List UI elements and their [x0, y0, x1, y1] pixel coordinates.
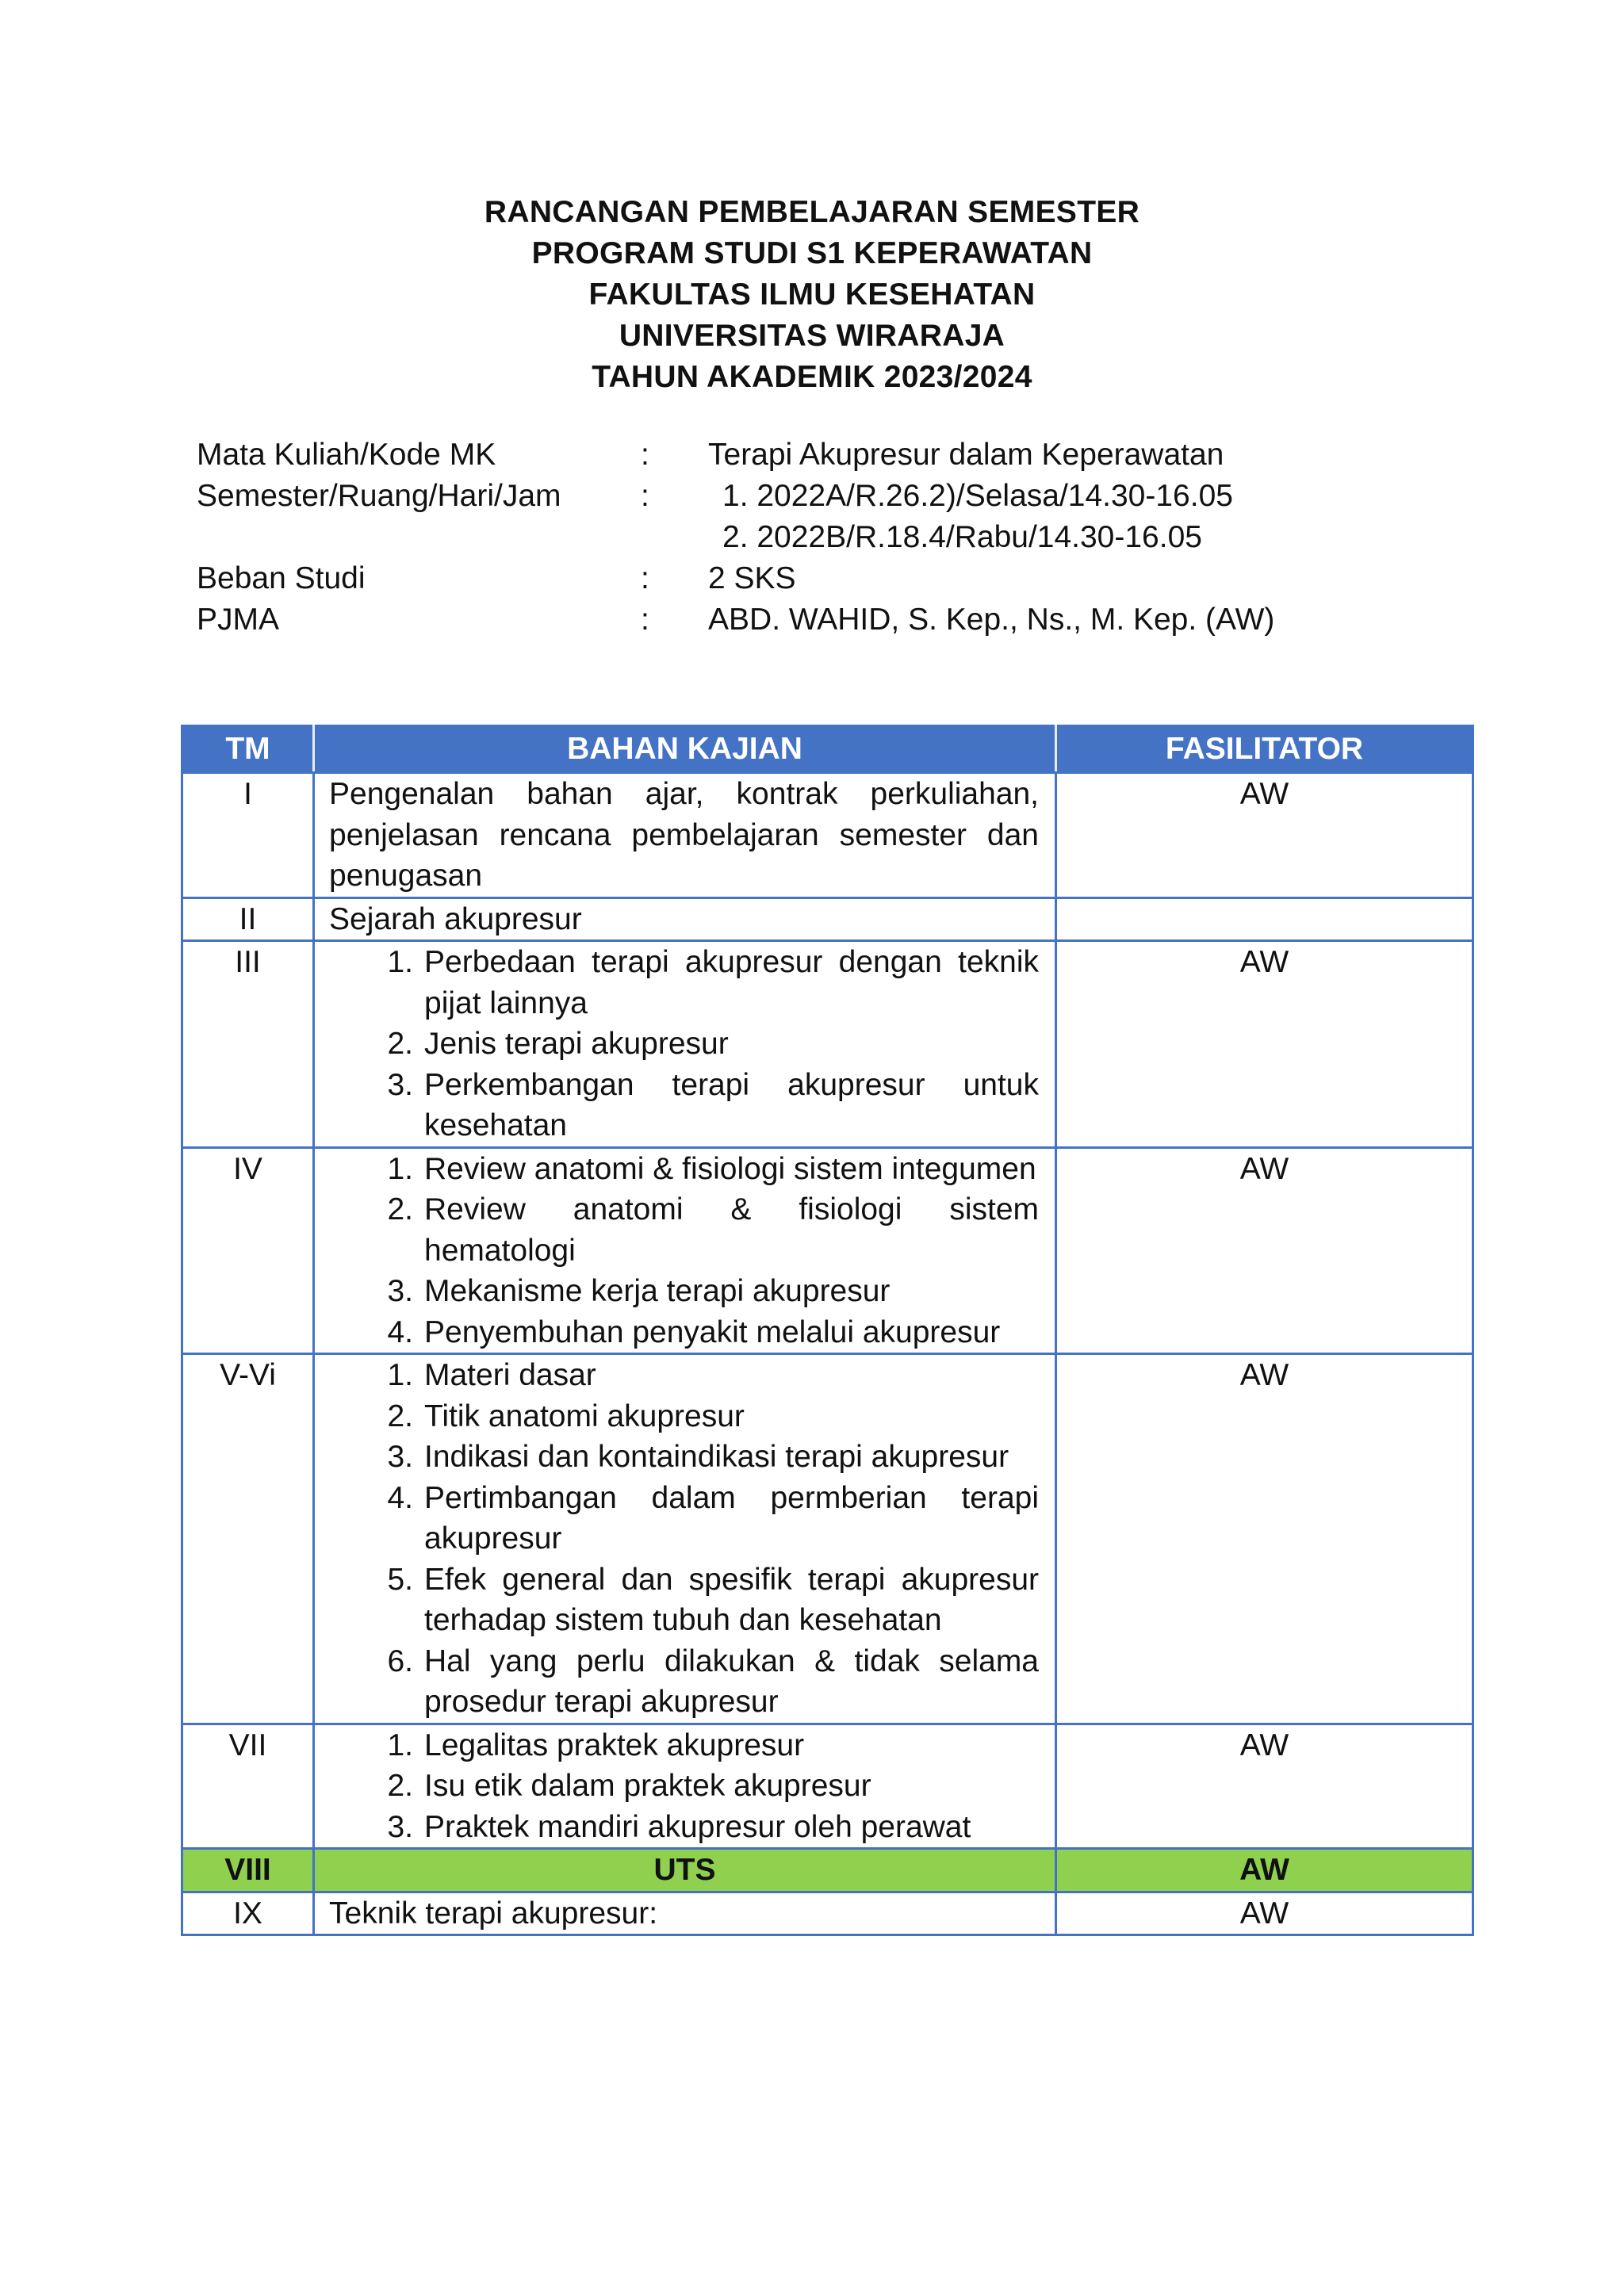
- table-row: [182, 1354, 1473, 1724]
- title-line: TAHUN AKADEMIK 2023/2024: [592, 360, 1032, 394]
- list-item-number: 1.: [387, 945, 413, 979]
- semester-label: Semester/Ruang/Hari/Jam: [197, 479, 561, 513]
- fasilitator-cell: AW: [1056, 1892, 1473, 1935]
- table-row: [182, 773, 1473, 898]
- fasilitator-cell: AW: [1056, 941, 1473, 1148]
- list-item: [329, 1437, 1039, 1478]
- semester-value: 1. 2022A/R.26.2)/Selasa/14.30-16.05: [722, 479, 1233, 513]
- list-item: [329, 1312, 1039, 1353]
- table-row: [182, 941, 1473, 1148]
- list-item: [329, 1189, 1039, 1271]
- bahan-kajian-cell: [314, 941, 1056, 1148]
- bahan-kajian-cell: [314, 897, 1056, 941]
- topic-list: [329, 1149, 1039, 1353]
- tm-cell: III: [182, 941, 314, 1148]
- beban-row: [197, 558, 1434, 599]
- uts-label-cell: UTS: [314, 1849, 1056, 1892]
- list-item-number: 4.: [387, 1480, 413, 1515]
- course-row: [197, 434, 1434, 476]
- list-item-number: 4.: [387, 1314, 413, 1349]
- table-row: [182, 1724, 1473, 1849]
- list-item-text: Jenis terapi akupresur: [424, 1027, 729, 1061]
- list-item: [329, 1396, 1039, 1437]
- schedule-table-wrap: [181, 725, 1472, 1936]
- pjma-value: ABD. WAHID, S. Kep., Ns., M. Kep. (AW): [708, 603, 1275, 637]
- list-item-text: Perkembangan terapi akupresur untuk kesehatan: [424, 1067, 1039, 1142]
- tm-cell: IX: [182, 1892, 314, 1935]
- header-bahan-kajian: BAHAN KAJIAN: [314, 726, 1056, 773]
- list-item-text: Materi dasar: [424, 1358, 596, 1392]
- colon: :: [641, 479, 649, 513]
- list-item-number: 2.: [387, 1399, 413, 1433]
- table-row: [182, 1892, 1473, 1935]
- header-tm: TM: [182, 726, 314, 773]
- table-header-row: [182, 726, 1473, 773]
- list-item-number: 3.: [387, 1440, 413, 1474]
- list-item-text: Indikasi dan kontaindikasi terapi akupresur: [424, 1440, 1009, 1474]
- topic-list: [329, 1355, 1039, 1723]
- list-item-text: Perbedaan terapi akupresur dengan teknik pijat lainnya: [424, 945, 1039, 1020]
- title-line: PROGRAM STUDI S1 KEPERAWATAN: [531, 236, 1093, 270]
- pjma-row: [197, 599, 1434, 641]
- course-label: Mata Kuliah/Kode MK: [197, 438, 496, 472]
- list-item-number: 3.: [387, 1274, 413, 1308]
- list-item-text: Mekanisme kerja terapi akupresur: [424, 1274, 891, 1308]
- tm-cell: IV: [182, 1147, 314, 1354]
- table-row: [182, 1147, 1473, 1354]
- list-item-text: Titik anatomi akupresur: [424, 1399, 745, 1433]
- tm-cell: VII: [182, 1724, 314, 1849]
- list-item-number: 2.: [387, 1769, 413, 1803]
- list-item: [329, 1271, 1039, 1312]
- list-item: [329, 1355, 1039, 1396]
- list-item: [329, 1478, 1039, 1559]
- course-info: [197, 434, 1434, 641]
- semester-row: [197, 476, 1434, 558]
- list-item-number: 5.: [387, 1562, 413, 1597]
- list-item-number: 2.: [387, 1192, 413, 1226]
- colon: :: [641, 438, 649, 472]
- list-item: [329, 1559, 1039, 1641]
- list-item-text: Review anatomi & fisiologi sistem hematologi: [424, 1192, 1039, 1268]
- list-item: [329, 942, 1039, 1024]
- list-item: [329, 1149, 1039, 1190]
- fasilitator-cell: AW: [1056, 1724, 1473, 1849]
- fasilitator-cell: AW: [1056, 1354, 1473, 1724]
- colon: :: [641, 603, 649, 637]
- list-item: [329, 1641, 1039, 1723]
- bahan-kajian-cell: [314, 1147, 1056, 1354]
- bahan-kajian-cell: [314, 1354, 1056, 1724]
- table-row: [182, 897, 1473, 941]
- list-item-number: 6.: [387, 1644, 413, 1678]
- list-item-number: 3.: [387, 1809, 413, 1844]
- list-item: [329, 1725, 1039, 1766]
- bahan-kajian-cell: [314, 1724, 1056, 1849]
- list-item-text: Hal yang perlu dilakukan & tidak selama prosedur terapi akupresur: [424, 1644, 1039, 1719]
- title-line: FAKULTAS ILMU KESEHATAN: [588, 277, 1036, 312]
- list-item-text: Legalitas praktek akupresur: [424, 1728, 805, 1762]
- header-fasilitator: FASILITATOR: [1056, 726, 1473, 773]
- fasilitator-cell: AW: [1056, 1147, 1473, 1354]
- fasilitator-cell: AW: [1056, 773, 1473, 898]
- list-item-number: 3.: [387, 1067, 413, 1102]
- list-item: [329, 1807, 1039, 1848]
- list-item-text: Pertimbangan dalam permberian terapi akupresur: [424, 1480, 1039, 1556]
- list-item-text: Review anatomi & fisiologi sistem integumen: [424, 1151, 1036, 1186]
- document-title: [0, 192, 1624, 398]
- title-line: UNIVERSITAS WIRARAJA: [619, 319, 1005, 353]
- list-item-number: 1.: [387, 1151, 413, 1186]
- tm-cell: II: [182, 897, 314, 941]
- list-item-text: Penyembuhan penyakit melalui akupresur: [424, 1314, 1001, 1349]
- topic-text: Pengenalan bahan ajar, kontrak perkuliahan, penjelasan rencana pembelajaran semester dan penugasan: [329, 777, 1039, 893]
- list-item: [329, 1766, 1039, 1807]
- topic-list: [329, 1725, 1039, 1848]
- bahan-kajian-cell: [314, 773, 1056, 898]
- title-line: RANCANGAN PEMBELAJARAN SEMESTER: [484, 195, 1140, 229]
- bahan-kajian-cell: Teknik terapi akupresur:: [314, 1892, 1056, 1935]
- topic-text: Sejarah akupresur: [329, 901, 582, 936]
- schedule-table: [181, 725, 1474, 1936]
- list-item-text: Efek general dan spesifik terapi akupresur terhadap sistem tubuh dan kesehatan: [424, 1562, 1039, 1637]
- pjma-label: PJMA: [197, 603, 280, 637]
- topic-list: [329, 942, 1039, 1146]
- list-item-number: 1.: [387, 1728, 413, 1762]
- tm-cell: I: [182, 773, 314, 898]
- uts-row: [182, 1849, 1473, 1892]
- list-item-number: 2.: [387, 1027, 413, 1061]
- list-item: [329, 1024, 1039, 1065]
- colon: :: [641, 561, 649, 595]
- list-item-text: Isu etik dalam praktek akupresur: [424, 1769, 871, 1803]
- list-item-text: Praktek mandiri akupresur oleh perawat: [424, 1809, 971, 1844]
- list-item: [329, 1065, 1039, 1146]
- list-item-number: 1.: [387, 1358, 413, 1392]
- tm-cell: V-Vi: [182, 1354, 314, 1724]
- fasilitator-cell: [1056, 897, 1473, 941]
- beban-label: Beban Studi: [197, 561, 366, 595]
- uts-fasilitator-cell: AW: [1056, 1849, 1473, 1892]
- beban-value: 2 SKS: [708, 561, 796, 595]
- semester-value: 2. 2022B/R.18.4/Rabu/14.30-16.05: [722, 520, 1202, 554]
- course-value: Terapi Akupresur dalam Keperawatan: [708, 438, 1224, 472]
- uts-tm-cell: VIII: [182, 1849, 314, 1892]
